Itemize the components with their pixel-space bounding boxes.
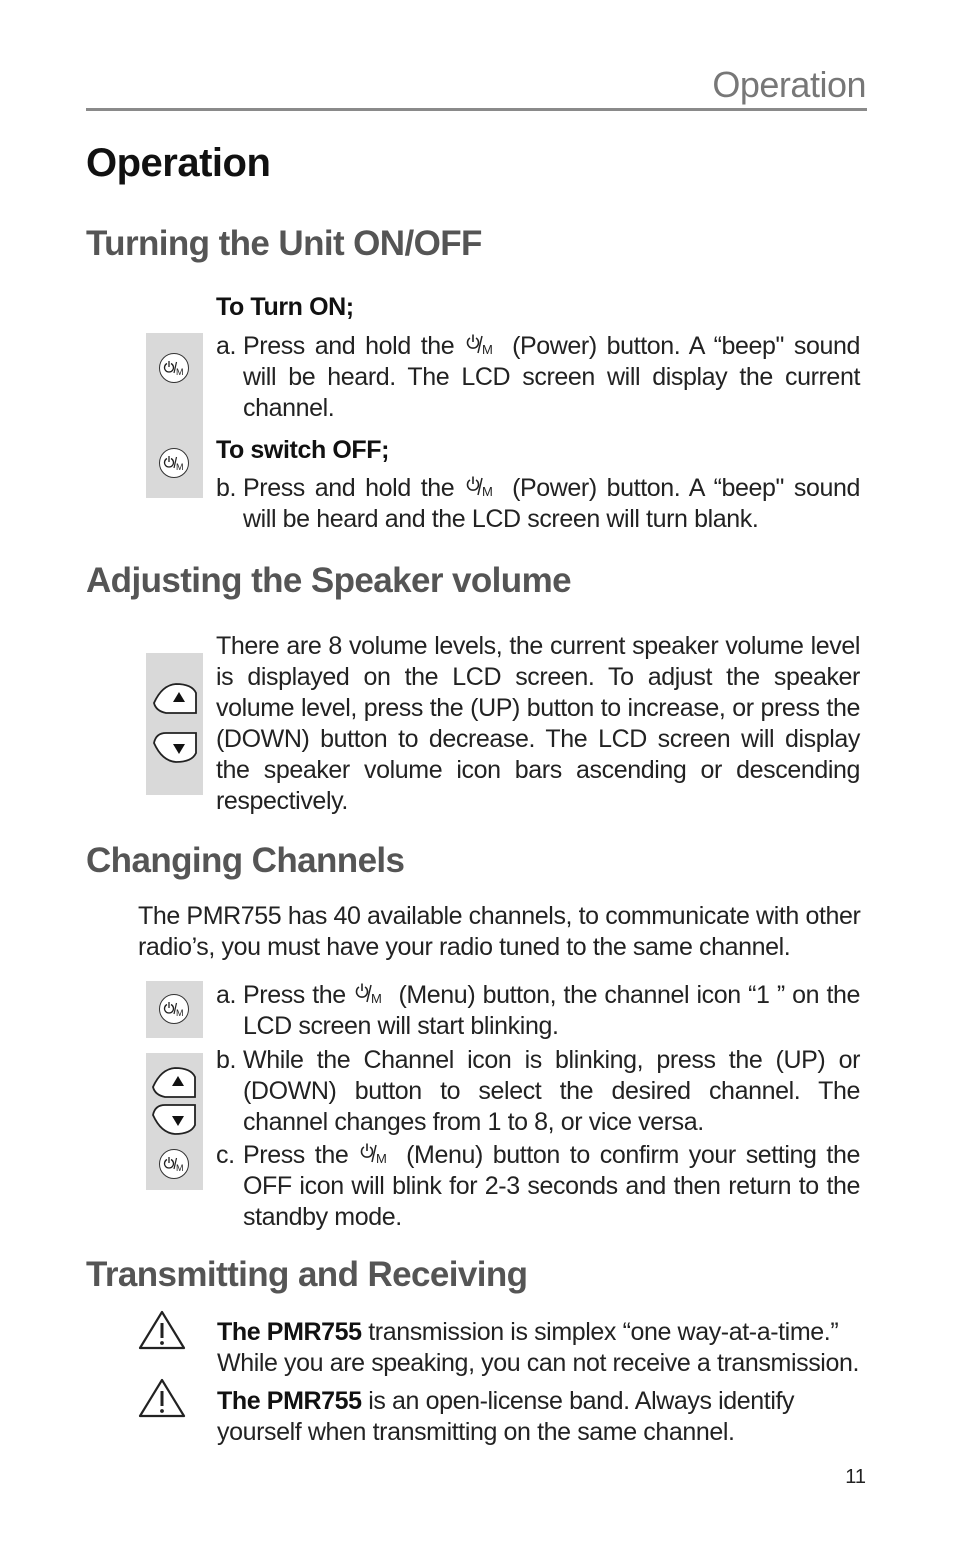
section-heading-channels: Changing Channels — [86, 841, 405, 880]
text: (Power) button. A “beep" sound will be heard and the LCD screen will turn blank. — [243, 474, 860, 533]
text: transmission is simplex “one way-at-a-time.” While you are speaking, you can not receive a transmission. — [217, 1318, 860, 1377]
list-item — [216, 980, 860, 1042]
up-arrow-button-icon — [152, 681, 198, 717]
text: (Menu) button, the channel icon “1 ” on the LCD screen will start blinking. — [243, 981, 861, 1040]
text: Press and hold the — [243, 332, 455, 360]
svg-text:M: M — [176, 1008, 184, 1018]
svg-text:M: M — [482, 342, 493, 356]
list-marker: b. — [216, 474, 237, 502]
up-arrow-button-icon — [151, 1065, 197, 1101]
icon-panel-volume — [146, 653, 203, 795]
power-menu-icon — [159, 353, 189, 383]
section-heading-transmit: Transmitting and Receiving — [86, 1255, 528, 1294]
svg-text:M: M — [371, 991, 382, 1005]
text: Press and hold the — [243, 474, 455, 502]
list-marker: a. — [216, 332, 237, 360]
switch-off-label: To switch OFF; — [216, 436, 390, 464]
section-heading-volume: Adjusting the Speaker volume — [86, 561, 571, 600]
warning-triangle-icon — [137, 1377, 187, 1419]
turn-on-label: To Turn ON; — [216, 293, 354, 321]
text: (Menu) button to confirm your setting the OFF icon will blink for 2-3 seconds and then return to the standby mode. — [243, 1141, 860, 1231]
svg-text:M: M — [176, 367, 184, 377]
power-menu-icon — [159, 994, 189, 1024]
warning-triangle-icon — [137, 1309, 187, 1351]
power-menu-icon — [355, 981, 389, 1005]
list-item — [216, 331, 860, 424]
svg-text:M: M — [176, 1163, 184, 1173]
icon-panel-menu — [146, 981, 203, 1038]
transmit-note-simplex — [217, 1317, 863, 1379]
page-title: Operation — [86, 141, 271, 185]
text: Press the — [243, 981, 346, 1009]
down-arrow-button-icon — [151, 1101, 197, 1137]
list-item — [216, 473, 860, 535]
power-menu-icon — [360, 1141, 394, 1165]
channels-intro: The PMR755 has 40 available channels, to communicate with other radio’s, you must have your radio tuned to the same channel. — [138, 902, 861, 961]
power-menu-icon — [466, 474, 500, 498]
svg-text:M: M — [482, 484, 493, 498]
running-header: Operation — [712, 64, 866, 105]
list-item — [216, 1140, 860, 1233]
volume-description: There are 8 volume levels, the current speaker volume level is displayed on the LCD screen. To adjust the speaker volume level, press the (UP) button to increase, or press the (DOWN) button to decrease. The LCD screen will display the speaker volume icon bars ascending or descending respectively. — [216, 632, 860, 815]
product-name: The PMR755 — [217, 1387, 362, 1415]
header-divider — [86, 108, 867, 111]
list-item — [216, 1045, 860, 1138]
text: is an open-license band. Always identify yourself when transmitting on the same channel. — [217, 1387, 795, 1446]
text: (Power) button. A “beep" sound will be heard. The LCD screen will display the current channel. — [243, 332, 860, 422]
svg-text:M: M — [176, 462, 184, 472]
down-arrow-button-icon — [152, 729, 198, 765]
list-marker: a. — [216, 981, 237, 1009]
power-menu-icon — [159, 448, 189, 478]
icon-panel-power — [146, 333, 203, 498]
page-number: 11 — [845, 1466, 866, 1488]
power-menu-icon — [159, 1149, 189, 1179]
list-marker: b. — [216, 1046, 237, 1074]
list-marker: c. — [216, 1141, 235, 1169]
transmit-note-license — [217, 1386, 863, 1448]
icon-panel-channel-select — [146, 1053, 203, 1190]
section-heading-power: Turning the Unit ON/OFF — [86, 224, 482, 263]
product-name: The PMR755 — [217, 1318, 362, 1346]
text: Press the — [243, 1141, 349, 1169]
svg-text:M: M — [376, 1151, 387, 1165]
text: While the Channel icon is blinking, press the (UP) or (DOWN) button to select the desired channel. The channel changes from 1 to 8, or vice versa. — [243, 1046, 860, 1136]
power-menu-icon — [466, 332, 500, 356]
